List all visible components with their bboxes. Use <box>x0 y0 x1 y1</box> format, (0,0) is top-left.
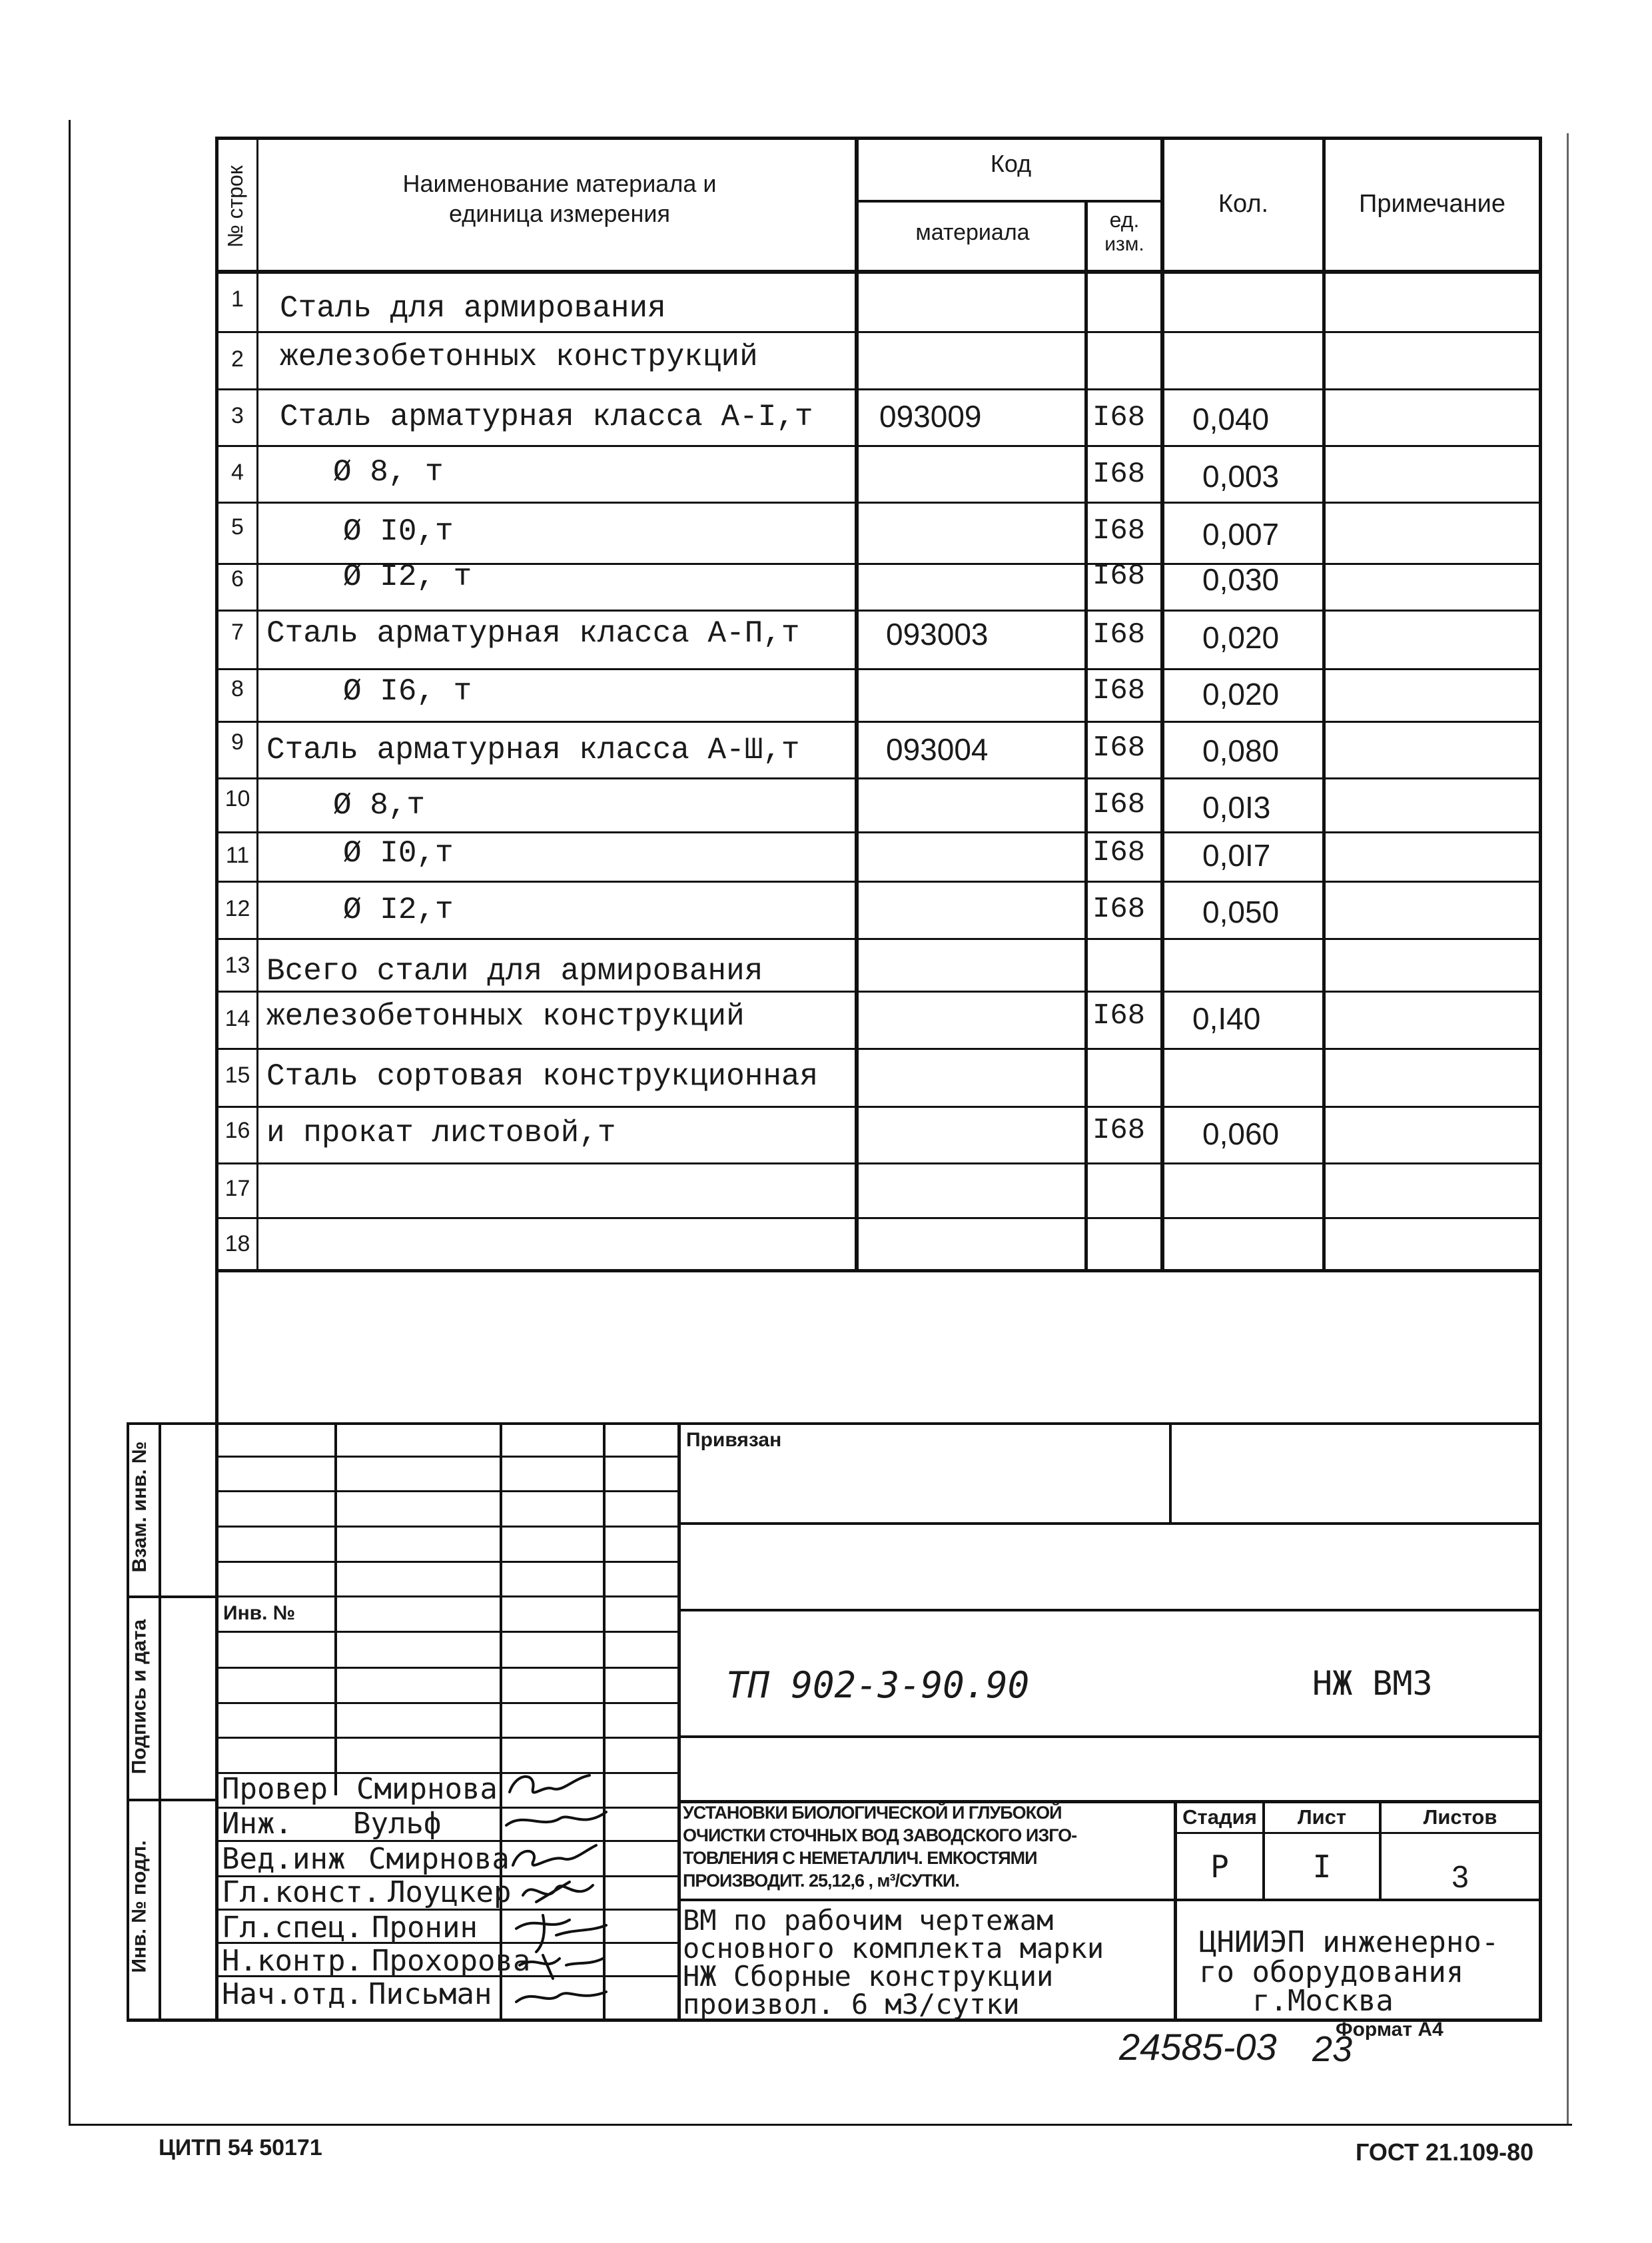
row-number: 17 <box>224 1176 250 1201</box>
format-label: Формат А4 <box>1336 2019 1444 2040</box>
row-code: 093004 <box>886 732 989 767</box>
stage-label: Стадия <box>1182 1805 1257 1829</box>
side-label-signature-date: Подпись и дата <box>128 1619 151 1775</box>
row-quantity: 0,003 <box>1202 459 1280 494</box>
row-number: 9 <box>231 729 244 755</box>
organization-line3: г.Москва <box>1252 1984 1394 2018</box>
signer-name: Лоуцкер <box>388 1875 512 1909</box>
row-number: 12 <box>224 896 250 921</box>
signer-name: Вульф <box>353 1807 442 1841</box>
row-name: железобетонных конструкций <box>280 340 758 374</box>
row-quantity: 0,060 <box>1202 1117 1280 1151</box>
header-name-line1: Наименование материала и <box>402 170 717 197</box>
row-name: Ø I2, т <box>343 560 472 594</box>
form-left-border <box>215 137 218 1422</box>
signer-role: Провер <box>222 1772 328 1806</box>
row-number: 11 <box>225 843 250 868</box>
row-unit: I68 <box>1092 560 1146 593</box>
sheet-label: Лист <box>1297 1805 1347 1829</box>
header-row-number: № строк <box>223 165 247 248</box>
row-quantity: 0,050 <box>1202 895 1280 929</box>
row-unit: I68 <box>1092 836 1146 869</box>
sheet-title-line2: основного комплекта марки <box>683 1932 1104 1965</box>
row-quantity: 0,020 <box>1202 620 1280 655</box>
signer-name: Письман <box>368 1977 492 2011</box>
row-number: 7 <box>231 620 244 645</box>
row-quantity: 0,I40 <box>1192 1001 1261 1036</box>
row-number: 5 <box>231 514 244 540</box>
row-name: железобетонных конструкций <box>266 999 745 1034</box>
object-title-line2: ОЧИСТКИ СТОЧНЫХ ВОД ЗАВОДСКОГО ИЗГО- <box>683 1825 1077 1845</box>
row-name: Ø 8, т <box>333 455 444 490</box>
document-mark: НЖ ВМЗ <box>1312 1664 1433 1703</box>
object-title-line4: ПРОИЗВОДИТ. 25,12,6 , м³/СУТКИ. <box>683 1871 959 1891</box>
sheet-value: I <box>1312 1849 1332 1885</box>
frame-bottom-line <box>69 2124 1572 2126</box>
frame-right-edge <box>1567 133 1569 2124</box>
side-label-replaced-inv: Взам. инв. № <box>129 1441 151 1573</box>
row-number: 14 <box>224 1006 250 1031</box>
header-material: материала <box>915 220 1030 245</box>
row-name: Ø 8,т <box>333 788 426 823</box>
row-number: 2 <box>231 346 244 372</box>
header-quantity: Кол. <box>1218 190 1269 218</box>
row-number: 15 <box>224 1063 250 1088</box>
signer-name: Смирнова <box>356 1772 498 1806</box>
row-number: 8 <box>231 676 244 701</box>
row-number: 16 <box>224 1118 250 1143</box>
row-quantity: 0,0I7 <box>1202 838 1271 873</box>
page-number: 23 <box>1312 2029 1353 2069</box>
header-code: Код <box>990 150 1032 177</box>
row-number: 3 <box>231 403 244 428</box>
header-unit-line1: ед. <box>1109 208 1140 232</box>
row-number: 13 <box>224 953 250 978</box>
row-code: 093009 <box>879 399 982 434</box>
row-name: Ø I0,т <box>343 514 454 549</box>
row-number: 10 <box>224 786 250 811</box>
row-quantity: 0,020 <box>1202 677 1280 711</box>
row-name: Всего стали для армирования <box>266 954 763 989</box>
signer-role: Гл.конст. <box>222 1875 381 1909</box>
row-unit: I68 <box>1092 731 1146 765</box>
footer-left-code: ЦИТП 54 50171 <box>159 2135 322 2160</box>
row-number: 4 <box>231 460 244 485</box>
row-quantity: 0,030 <box>1202 562 1280 597</box>
document-code: ТП 902-3-90.90 <box>726 1664 1030 1706</box>
archive-number: 24585-03 <box>1119 2026 1277 2068</box>
form-right-border <box>1539 137 1542 2022</box>
row-name: Сталь арматурная класса А-П,т <box>266 616 800 651</box>
object-title-line3: ТОВЛЕНИЯ С НЕМЕТАЛЛИЧ. ЕМКОСТЯМИ <box>683 1848 1037 1868</box>
signer-role: Инж. <box>222 1807 292 1841</box>
header-unit-line2: изм. <box>1104 233 1144 255</box>
row-quantity: 0,007 <box>1202 517 1280 552</box>
footer-gost: ГОСТ 21.109-80 <box>1356 2138 1534 2166</box>
sheets-value: 3 <box>1451 1859 1469 1894</box>
signature-scribbles <box>496 1765 616 2019</box>
row-unit: I68 <box>1092 618 1146 652</box>
row-name: Сталь сортовая конструкционная <box>266 1059 819 1094</box>
row-unit: I68 <box>1092 458 1146 491</box>
signer-name: Смирнова <box>368 1842 510 1876</box>
row-code: 093003 <box>886 617 989 652</box>
side-label-orig-inv: Инв. № подл. <box>128 1840 151 1973</box>
row-name: Ø I6, т <box>343 674 472 709</box>
row-number: 1 <box>231 286 244 312</box>
row-name: и прокат листовой,т <box>266 1116 616 1150</box>
form-top-border <box>215 137 1542 140</box>
row-unit: I68 <box>1092 893 1146 926</box>
row-unit: I68 <box>1092 999 1146 1033</box>
object-title-line1: УСТАНОВКИ БИОЛОГИЧЕСКОЙ И ГЛУБОКОЙ <box>683 1803 1062 1823</box>
signer-role: Вед.инж <box>222 1842 346 1876</box>
organization-line1: ЦНИИЭП инженерно- <box>1199 1925 1499 1959</box>
header-name-line2: единица измерения <box>449 200 670 227</box>
row-name: Сталь арматурная класса А-I,т <box>280 400 813 434</box>
row-name: Сталь арматурная класса А-Ш,т <box>266 733 800 767</box>
sheet-title-line3: НЖ Сборные конструкции <box>683 1960 1054 1993</box>
signer-name: Пронин <box>372 1911 478 1945</box>
row-unit: I68 <box>1092 401 1146 434</box>
organization-line2: го оборудования <box>1199 1955 1464 1989</box>
signer-role: Гл.спец. <box>222 1911 363 1945</box>
signer-name: Прохорова <box>372 1944 531 1978</box>
sheets-label: Листов <box>1423 1805 1497 1829</box>
row-unit: I68 <box>1092 788 1146 821</box>
row-quantity: 0,040 <box>1192 402 1270 436</box>
row-name: Ø I0,т <box>343 836 454 871</box>
frame-left-line <box>69 120 71 2125</box>
header-note: Примечание <box>1359 190 1505 218</box>
privyazan-label: Привязан <box>686 1429 782 1451</box>
row-quantity: 0,080 <box>1202 733 1280 768</box>
signer-role: Н.контр. <box>222 1944 363 1978</box>
row-unit: I68 <box>1092 514 1146 548</box>
row-number: 6 <box>231 566 244 592</box>
row-name: Ø I2,т <box>343 893 454 927</box>
row-number: 18 <box>224 1231 250 1256</box>
stage-value: Р <box>1210 1849 1229 1885</box>
sheet-title-line4: произвол. 6 м3/сутки <box>683 1988 1020 2020</box>
signer-role: Нач.отд. <box>222 1977 363 2011</box>
row-unit: I68 <box>1092 1114 1146 1147</box>
row-name: Сталь для армирования <box>280 291 666 326</box>
row-quantity: 0,0I3 <box>1202 790 1271 825</box>
sheet-title-line1: ВМ по рабочим чертежам <box>683 1904 1054 1937</box>
inv-number-label: Инв. № <box>223 1602 296 1624</box>
row-unit: I68 <box>1092 674 1146 707</box>
